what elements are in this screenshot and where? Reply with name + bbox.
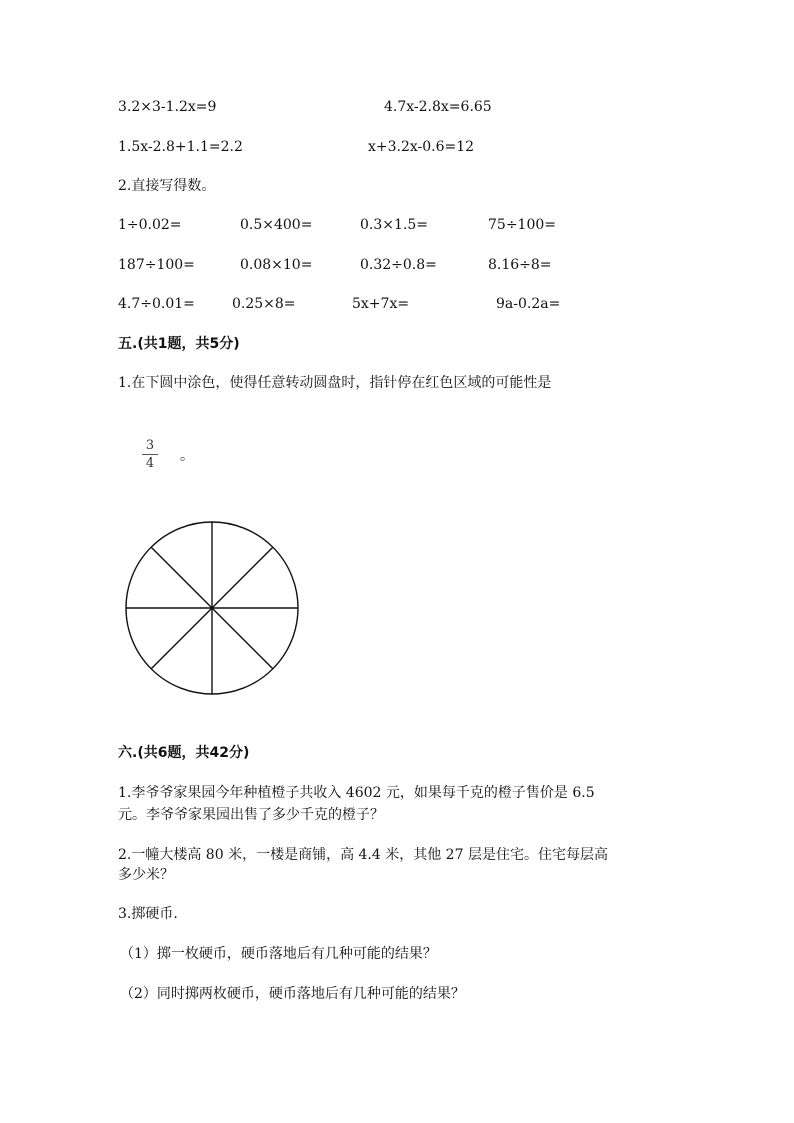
- section-6-question-3-sub-2: （2）同时掷两枚硬币，硬币落地后有几种可能的结果？: [120, 986, 465, 1002]
- section-6-heading: 六.(共6题，共42分): [118, 745, 250, 761]
- fraction-three-quarters: [142, 438, 158, 471]
- calc-item: 9a-0.2a=: [496, 296, 561, 312]
- question-2-title: 2.直接写得数。: [118, 178, 216, 194]
- section-6-question-3-title: 3.掷硬币.: [118, 906, 178, 922]
- calc-item: 0.3×1.5=: [360, 217, 428, 233]
- calc-item: 4.7÷0.01=: [118, 296, 195, 312]
- fraction-bar: [142, 454, 158, 455]
- fraction-numerator: 3: [145, 438, 155, 453]
- equation-1: 3.2×3-1.2x=9: [118, 99, 217, 115]
- calc-item: 75÷100=: [488, 217, 556, 233]
- section-6-question-1-line-2: 元。李爷爷家果园出售了多少千克的橙子？: [118, 807, 384, 823]
- section-6-question-2-line-1: 2.一幢大楼高 80 米，一楼是商铺，高 4.4 米，其他 27 层是住宅。住宅每层高: [118, 847, 608, 863]
- calc-item: 0.25×8=: [232, 296, 296, 312]
- calc-item: 5x+7x=: [352, 296, 410, 312]
- spinner-circle: [124, 520, 304, 700]
- calc-item: 1÷0.02=: [118, 217, 182, 233]
- section-6-question-1-line-1: 1.李爷爷家果园今年种植橙子共收入 4602 元，如果每千克的橙子售价是 6.5: [118, 785, 595, 801]
- equation-3: 1.5x-2.8+1.1=2.2: [118, 139, 243, 155]
- equation-4: x+3.2x-0.6=12: [368, 139, 475, 155]
- fraction-period: 。: [180, 448, 194, 464]
- calc-item: 187÷100=: [118, 257, 195, 273]
- fraction-denominator: 4: [145, 456, 155, 471]
- calc-item: 0.08×10=: [240, 257, 313, 273]
- calc-item: 8.16÷8=: [488, 257, 552, 273]
- section-6-question-3-sub-1: （1）掷一枚硬币，硬币落地后有几种可能的结果？: [120, 946, 437, 962]
- section-5-question-1: 1.在下圆中涂色，使得任意转动圆盘时，指针停在红色区域的可能性是: [118, 375, 552, 391]
- section-6-question-2-line-2: 多少米？: [118, 867, 174, 883]
- equation-2: 4.7x-2.8x=6.65: [384, 99, 492, 115]
- calc-item: 0.32÷0.8=: [360, 257, 437, 273]
- calc-item: 0.5×400=: [240, 217, 313, 233]
- section-5-heading: 五.(共1题，共5分): [118, 336, 240, 352]
